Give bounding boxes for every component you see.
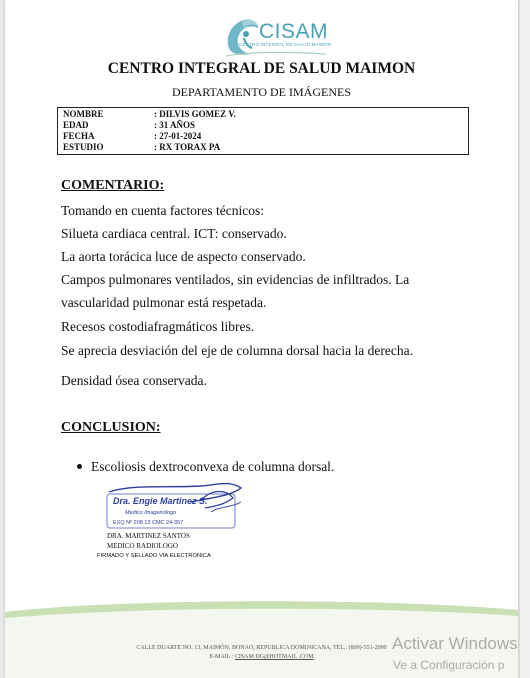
bullet-icon bbox=[77, 464, 82, 469]
logo-name: CISAM bbox=[259, 20, 329, 43]
signature-stamp bbox=[101, 482, 251, 534]
activate-windows-subtext: Ve a Configuración p bbox=[393, 658, 505, 672]
conclusion-heading: CONCLUSION: bbox=[61, 420, 161, 435]
report-page bbox=[5, 0, 518, 678]
comment-line: Tomando en cuenta factores técnicos: bbox=[61, 203, 264, 218]
info-label: ESTUDIO bbox=[63, 142, 104, 152]
activate-windows-watermark: Activar Windows bbox=[392, 634, 518, 653]
footer-address: CALLE DUARTE NO. 13, MAIMÓN, BONAO, REPUBLICA DOMINICANA, TEL.: (809)-551-2090 bbox=[136, 645, 387, 651]
conclusion-item: Escoliosis dextroconvexa de columna dorsal. bbox=[91, 459, 335, 474]
vertical-scrollbar[interactable] bbox=[519, 0, 530, 678]
doctor-block bbox=[107, 531, 190, 551]
info-value: : 31 AÑOS bbox=[154, 120, 196, 130]
electronic-signature-note: FIRMADO Y SELLADO VIA ELECTRONICA bbox=[97, 553, 211, 559]
comment-line: Silueta cardiaca central. ICT: conservado. bbox=[61, 226, 287, 241]
logo-subtitle: CENTRO INTEGRAL DE SALUD MAIMON bbox=[239, 42, 332, 47]
doctor-name: DRA. MARTINEZ SANTOS bbox=[107, 532, 190, 540]
comment-line: vascularidad pulmonar está respetada. bbox=[61, 295, 267, 310]
info-value: : 27-01-2024 bbox=[154, 131, 202, 141]
footer-email-prefix: E-MAIL : bbox=[209, 654, 235, 660]
info-value: : DILVIS GOMEZ V. bbox=[154, 109, 236, 119]
patient-info-box bbox=[57, 107, 469, 155]
footer-email-link[interactable]: CISAM.DG@HOTMAIL .COM bbox=[234, 654, 314, 660]
comment-line: Densidad ósea conservada. bbox=[61, 373, 207, 388]
comentario-heading: COMENTARIO: bbox=[61, 178, 165, 193]
stamp-name: Dra. Engie Martinez S. bbox=[113, 496, 208, 506]
info-value: : RX TORAX PA bbox=[154, 142, 221, 152]
department-name: DEPARTAMENTO DE IMÁGENES bbox=[172, 85, 351, 99]
doctor-title: MEDICO RADIOLOGO bbox=[107, 542, 178, 550]
report-title: CENTRO INTEGRAL DE SALUD MAIMON bbox=[107, 60, 416, 77]
comment-line: Recesos costodiafragmáticos libres. bbox=[61, 319, 255, 334]
info-label: NOMBRE bbox=[63, 109, 104, 119]
stamp-title: Medico Imagenólogo bbox=[125, 510, 177, 516]
comment-line: La aorta torácica luce de aspecto conservado. bbox=[61, 249, 306, 264]
info-label: FECHA bbox=[63, 131, 95, 141]
comment-line: Se aprecia desviación del eje de columna dorsal hacia la derecha. bbox=[61, 343, 413, 358]
comment-line: Campos pulmonares ventilados, sin evidencias de infiltrados. La bbox=[61, 272, 410, 287]
stamp-exq: EXQ Nº 208 13 CMC 24-357 bbox=[113, 520, 184, 526]
info-label: EDAD bbox=[63, 120, 89, 130]
